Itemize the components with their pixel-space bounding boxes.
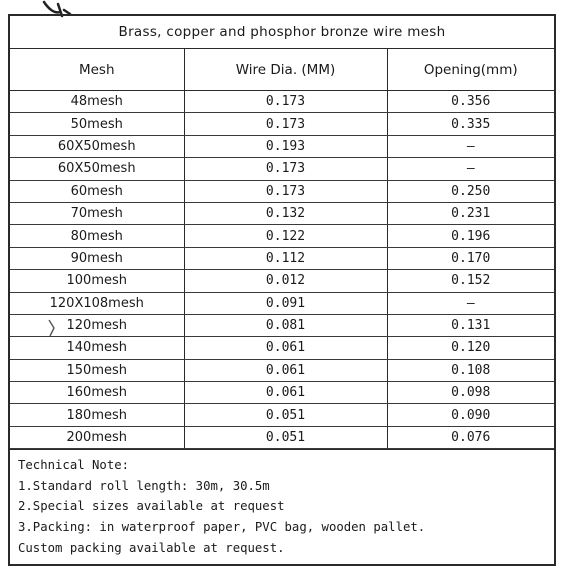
wire-mesh-table bbox=[8, 14, 556, 566]
note-line: 1.Standard roll length: 30m, 30.5m bbox=[18, 478, 270, 493]
wire-dia-cell: 0.173 bbox=[184, 180, 387, 202]
table-row bbox=[10, 225, 554, 247]
header-wire-dia: Wire Dia. (MM) bbox=[184, 49, 387, 91]
wire-dia-cell: 0.081 bbox=[184, 314, 387, 336]
opening-cell: 0.231 bbox=[387, 202, 554, 224]
wire-dia-cell: 0.132 bbox=[184, 202, 387, 224]
note-line: Custom packing available at request. bbox=[18, 540, 285, 555]
header-opening: Opening(mm) bbox=[387, 49, 554, 91]
mesh-cell: 90mesh bbox=[10, 247, 184, 269]
table-row bbox=[10, 202, 554, 224]
table-row bbox=[10, 91, 554, 113]
opening-cell: 0.152 bbox=[387, 270, 554, 292]
wire-dia-cell: 0.193 bbox=[184, 135, 387, 157]
wire-dia-cell: 0.091 bbox=[184, 292, 387, 314]
mesh-cell: 150mesh bbox=[10, 359, 184, 381]
opening-cell: 0.356 bbox=[387, 91, 554, 113]
opening-cell: 0.076 bbox=[387, 426, 554, 448]
table-row bbox=[10, 135, 554, 157]
opening-cell: 0.090 bbox=[387, 404, 554, 426]
opening-cell: — bbox=[387, 158, 554, 180]
table-row bbox=[10, 247, 554, 269]
wire-dia-cell: 0.061 bbox=[184, 337, 387, 359]
wire-dia-cell: 0.173 bbox=[184, 91, 387, 113]
table-row bbox=[10, 158, 554, 180]
wire-dia-cell: 0.061 bbox=[184, 382, 387, 404]
mesh-cell: 100mesh bbox=[10, 270, 184, 292]
mesh-cell: 60mesh bbox=[10, 180, 184, 202]
mesh-cell: 120mesh bbox=[10, 314, 184, 336]
opening-cell: 0.250 bbox=[387, 180, 554, 202]
table-row bbox=[10, 337, 554, 359]
wire-dia-cell: 0.051 bbox=[184, 426, 387, 448]
mesh-spec-table bbox=[10, 49, 554, 449]
table-row bbox=[10, 180, 554, 202]
note-line: 2.Special sizes available at request bbox=[18, 499, 285, 514]
mesh-cell: 140mesh bbox=[10, 337, 184, 359]
opening-cell: 0.170 bbox=[387, 247, 554, 269]
wire-dia-cell: 0.061 bbox=[184, 359, 387, 381]
table-row bbox=[10, 404, 554, 426]
mesh-cell: 200mesh bbox=[10, 426, 184, 448]
opening-cell: 0.131 bbox=[387, 314, 554, 336]
table-row bbox=[10, 382, 554, 404]
notes-heading: Technical Note: bbox=[18, 458, 130, 473]
mesh-cell: 70mesh bbox=[10, 202, 184, 224]
mesh-cell: 60X50mesh bbox=[10, 135, 184, 157]
wire-dia-cell: 0.173 bbox=[184, 113, 387, 135]
mesh-cell: 180mesh bbox=[10, 404, 184, 426]
header-row bbox=[10, 49, 554, 91]
mesh-cell: 160mesh bbox=[10, 382, 184, 404]
opening-cell: — bbox=[387, 135, 554, 157]
table-title: Brass, copper and phosphor bronze wire mesh bbox=[10, 16, 554, 49]
opening-cell: 0.108 bbox=[387, 359, 554, 381]
pen-mark bbox=[46, 318, 58, 338]
note-line: 3.Packing: in waterproof paper, PVC bag, wooden pallet. bbox=[18, 520, 426, 535]
opening-cell: 0.098 bbox=[387, 382, 554, 404]
table-row bbox=[10, 426, 554, 448]
wire-dia-cell: 0.012 bbox=[184, 270, 387, 292]
mesh-cell: 48mesh bbox=[10, 91, 184, 113]
wire-dia-cell: 0.051 bbox=[184, 404, 387, 426]
mesh-cell: 80mesh bbox=[10, 225, 184, 247]
wire-dia-cell: 0.173 bbox=[184, 158, 387, 180]
header-mesh: Mesh bbox=[10, 49, 184, 91]
opening-cell: 0.120 bbox=[387, 337, 554, 359]
table-row bbox=[10, 270, 554, 292]
opening-cell: 0.196 bbox=[387, 225, 554, 247]
mesh-cell: 60X50mesh bbox=[10, 158, 184, 180]
table-row bbox=[10, 359, 554, 381]
opening-cell: 0.335 bbox=[387, 113, 554, 135]
mesh-cell: 120X108mesh bbox=[10, 292, 184, 314]
table-row bbox=[10, 292, 554, 314]
table-row bbox=[10, 113, 554, 135]
mesh-cell: 50mesh bbox=[10, 113, 184, 135]
wire-dia-cell: 0.112 bbox=[184, 247, 387, 269]
wire-dia-cell: 0.122 bbox=[184, 225, 387, 247]
opening-cell: — bbox=[387, 292, 554, 314]
technical-notes bbox=[10, 449, 554, 564]
table-row bbox=[10, 314, 554, 336]
